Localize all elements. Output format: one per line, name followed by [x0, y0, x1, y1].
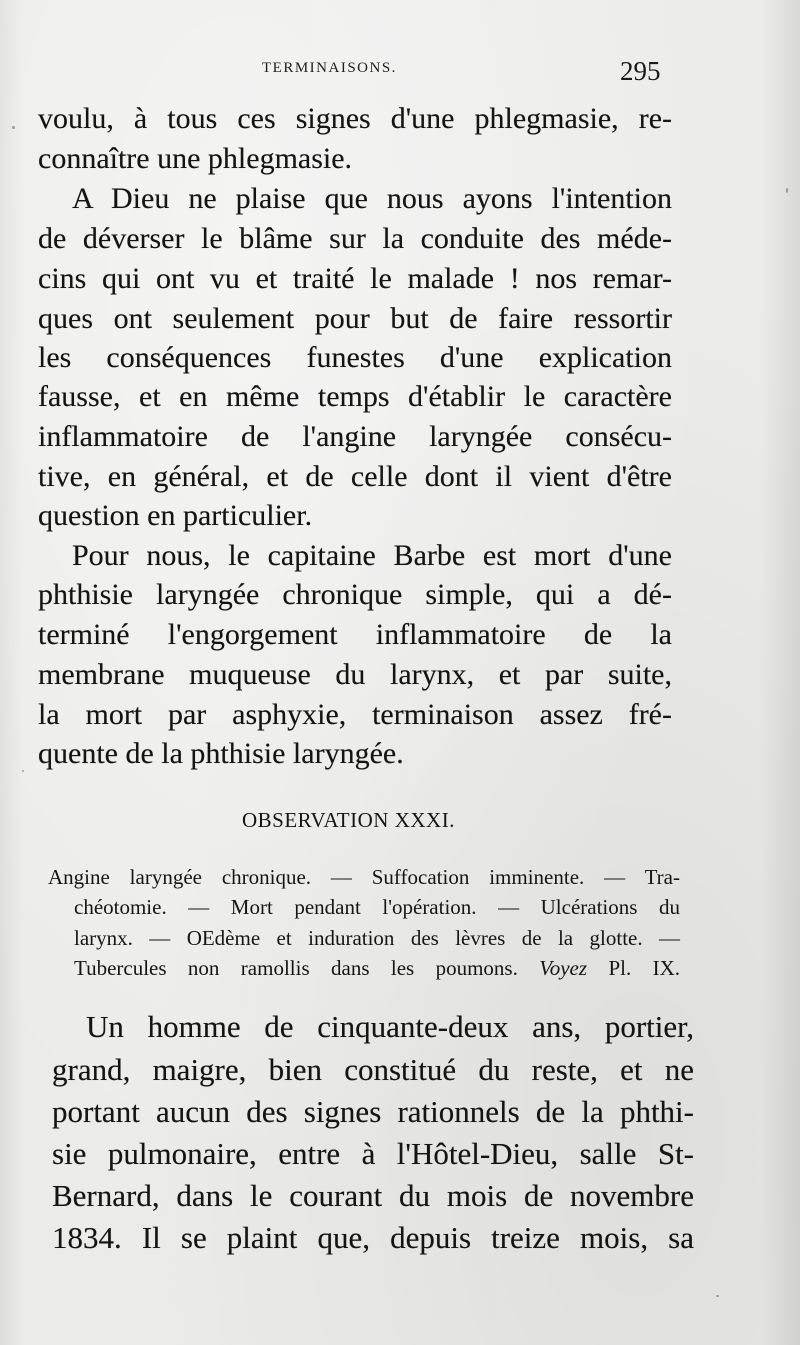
text-line: voulu, à tous ces signes d'une phlegmasie, re-	[38, 102, 672, 135]
summary-line: chéotomie. — Mort pendant l'opération. — Ulcérations du	[74, 895, 680, 919]
summary-line: larynx. — OEdème et induration des lèvres de la glotte. —	[74, 926, 680, 950]
text-line: tive, en général, et de celle dont il vient d'être	[38, 460, 672, 493]
text-line: ques ont seulement pour but de faire ressortir	[38, 302, 672, 335]
text-line: la mort par asphyxie, terminaison assez fré-	[38, 698, 672, 731]
text-line: Un homme de cinquante-deux ans, portier,	[86, 1009, 694, 1044]
scan-speck	[786, 188, 788, 193]
scan-speck	[716, 1295, 719, 1297]
scan-speck	[22, 770, 24, 772]
summary-line	[74, 953, 680, 983]
text-line: phthisie laryngée chronique simple, qui a dé-	[38, 578, 672, 611]
summary-plate: Pl. IX.	[608, 956, 681, 980]
text-line: sie pulmonaire, entre à l'Hôtel-Dieu, salle St-	[52, 1136, 694, 1171]
text-line: les conséquences funestes d'une explication	[38, 341, 672, 374]
page-number: 295	[620, 56, 661, 86]
text-line: fausse, et en même temps d'établir le caractère	[38, 380, 672, 413]
text-line: grand, maigre, bien constitué du reste, et ne	[52, 1052, 694, 1087]
summary-text: Tubercules non ramollis dans les poumons.	[74, 956, 518, 980]
text-line: membrane muqueuse du larynx, et par suite,	[38, 658, 672, 691]
text-line: de déverser le blâme sur la conduite des méde-	[38, 222, 672, 255]
text-line: portant aucun des signes rationnels de la phthi-	[52, 1094, 694, 1129]
summary-line: Angine laryngée chronique. — Suffocation imminente. — Tra-	[48, 865, 680, 889]
text-line: inflammatoire de l'angine laryngée consécu-	[38, 420, 672, 453]
text-line: A Dieu ne plaise que nous ayons l'intention	[72, 182, 672, 215]
text-line: quente de la phthisie laryngée.	[38, 737, 404, 770]
summary-reference: Voyez	[539, 956, 588, 980]
text-line: Pour nous, le capitaine Barbe est mort d'une	[72, 539, 672, 572]
text-line: cins qui ont vu et traité le malade ! nos remar-	[38, 262, 672, 295]
text-line: connaître une phlegmasie.	[38, 142, 353, 175]
text-line: Bernard, dans le courant du mois de novembre	[52, 1178, 694, 1213]
scan-speck	[12, 126, 15, 129]
running-head: TERMINAISONS.	[262, 60, 397, 76]
text-line: question en particulier.	[38, 499, 313, 532]
observation-heading: OBSERVATION XXXI.	[242, 808, 455, 832]
text-line: 1834. Il se plaint que, depuis treize mois, sa	[52, 1220, 694, 1255]
text-line: terminé l'engorgement inflammatoire de la	[38, 618, 672, 651]
